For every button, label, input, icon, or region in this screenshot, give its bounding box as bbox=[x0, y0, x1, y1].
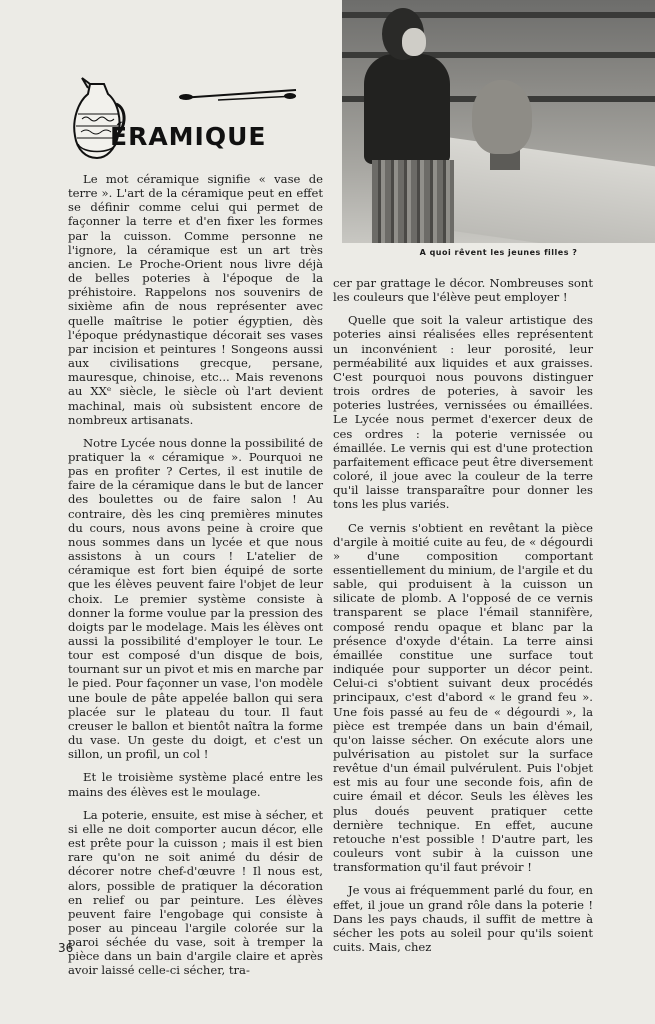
article-column-left bbox=[68, 172, 323, 987]
article-paragraph: Le mot céramique signifie « vase de terre ». L'art de la céramique peut en effet se définir comme celui qui permet de façonner la terre et d'en fixer les formes par la cuisson. Comme personne ne l'ignore, la céramique est un art très ancien. Le Proche-Orient nous livre déjà de belles poteries à l'époque de la préhistoire. Rappelons nos souvenirs de sixième afin de nous représenter avec quelle maîtrise le potier égyptien, dès l'époque prédynastique décorait ses vases par incision et peintures ! Songeons aussi aux civilisations grecque, persane, mauresque, chinoise, etc... Mais revenons au XXᵉ siècle, le siècle où l'art devient machinal, mais où subsistent encore de nombreux artisanats. bbox=[68, 172, 323, 427]
photo-girl-body bbox=[364, 54, 450, 164]
article-paragraph: Et le troisième système placé entre les mains des élèves est le moulage. bbox=[68, 770, 323, 799]
article-paragraph: Quelle que soit la valeur artistique des poteries ainsi réalisées elles représentent un inconvénient : leur porosité, leur perméabilité aux liquides et aux graisses. C'est pourquoi nous pouvons distinguer trois ordres de poteries, à savoir les poteries lustrées, vernissées ou émaillées. Le Lycée nous permet d'exercer deux de ces ordres : la poterie vernissée ou émaillée. Le vernis qui est d'une protection parfaitement efficace peut être diversement coloré, il joue avec la couleur de la terre qu'il laisse transparaître pour donner les tons les plus variés. bbox=[333, 313, 593, 512]
article-column-right bbox=[333, 276, 593, 963]
photo-workbench bbox=[422, 134, 655, 243]
article-paragraph: Notre Lycée nous donne la possibilité de pratiquer la « céramique ». Pourquoi ne pas en profiter ? Certes, il est inutile de faire de la céramique dans le but de lancer des boulettes ou de faire salon ! Au contraire, dès les cinq premières minutes du cours, nous avons peine à croire que nous sommes dans un lycée et que nous assistons à un cours ! L'atelier de céramique est fort bien équipé de sorte que les élèves peuvent faire l'objet de leur choix. Le premier système consiste à donner la forme voulue par la pression des doigts par le modelage. Mais les élèves ont aussi la possibilité d'employer le tour. Le tour est composé d'un disque de bois, tournant sur un pivot et mis en marche par le pied. Pour façonner un vase, l'on modèle une boule de pâte appelée ballon qui sera placée sur le plateau du tour. Il faut creuser le ballon et bientôt naîtra la forme du vase. Un geste du doigt, et c'est un sillon, un profil, un col ! bbox=[68, 435, 323, 762]
photo-clay-bust bbox=[472, 80, 532, 154]
article-title: ÉRAMIQUE bbox=[110, 122, 267, 151]
pottery-tools-icon bbox=[178, 84, 298, 104]
article-paragraph: cer par grattage le décor. Nombreuses sont les couleurs que l'élève peut employer ! bbox=[333, 276, 593, 305]
article-paragraph: Je vous ai fréquemment parlé du four, en effet, il joue un grand rôle dans la poterie ! Dans les pays chauds, il suffit de mettre à sécher les pots au soleil pour qu'ils soient cuits. Mais, chez bbox=[333, 883, 593, 955]
photo-girl-skirt bbox=[372, 160, 454, 243]
article-paragraph: Ce vernis s'obtient en revêtant la pièce d'argile à moitié cuite au feu, de « dégourdi » d'une composition comportant essentiellement du minium, de l'argile et du sable, qui produisent à la cuisson un silicate de plomb. A l'opposé de ce vernis transparent se place l'émail stannifère, composé rendu opaque et blanc par la présence d'oxyde d'étain. La terre ainsi émaillée constitue une surface tout indiquée pour supporter un décor peint. Celui-ci s'obtient suivant deux procédés principaux, c'est d'abord « le grand feu ». Une fois passé au feu de « dégourdi », la pièce est trempée dans un bain d'émail, qu'on laisse sécher. On exécute alors une pulvérisation au pistolet sur la surface revêtue d'un émail pulvérulent. Puis l'objet est mis au four une seconde fois, afin de cuire émail et décor. Seuls les élèves les plus doués peuvent pratiquer cette dernière technique. En effet, aucune retouche n'est possible ! D'autre part, les couleurs vont subir à la cuisson une transformation qu'il faut prévoir ! bbox=[333, 520, 593, 875]
page-number: 36 bbox=[58, 941, 74, 955]
article-header bbox=[68, 70, 298, 165]
photo-girl-face bbox=[402, 28, 426, 56]
article-paragraph: La poterie, ensuite, est mise à sécher, et si elle ne doit comporter aucun décor, elle est prête pour la cuisson ; mais il est bien rare qu'on ne soit animé du désir de décorer notre chef-d'œuvre ! Il nous est, alors, possible de pratiquer la décoration en relief ou par peinture. Les élèves peuvent faire l'engobage qui consiste à poser au pinceau l'argile colorée sur la paroi séchée du vase, soit à tremper la pièce dans un bain d'argile claire et après avoir laissé celle-ci sécher, tra- bbox=[68, 807, 323, 978]
photo-caption: A quoi rêvent les jeunes filles ? bbox=[419, 248, 578, 257]
photo-girl-sculpting bbox=[342, 0, 655, 243]
